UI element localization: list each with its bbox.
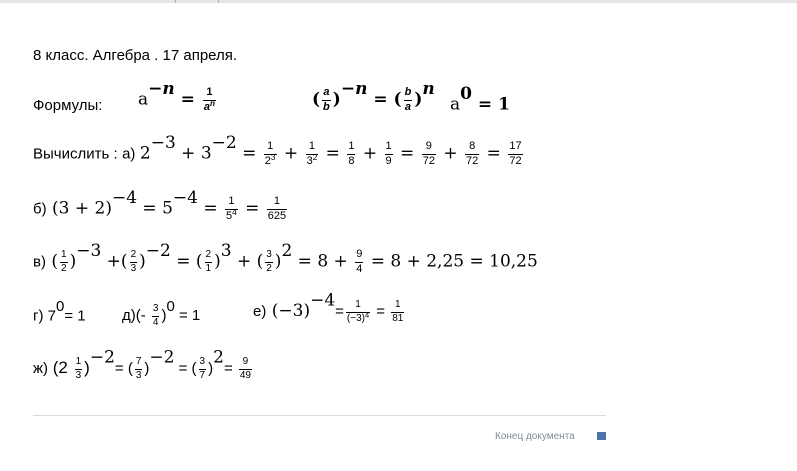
- fraction: $\frac{1}{(-3)^4}$: [346, 299, 370, 324]
- fraction: $\frac{1}{a^n}$: [203, 86, 216, 113]
- fraction: $\frac{1}{81}$: [392, 299, 404, 324]
- page-title: 8 класс. Алгебра . 17 апреля.: [33, 47, 238, 64]
- problem-zh: ж) (2 $\frac{1}{3}$ )$^{-2}$= ( $\frac{7}{3}$ )$^{-2}$ = ( $\frac{3}{7}$ )$^2$= $\frac{9}{49}$: [33, 347, 251, 381]
- fraction: $\frac{9}{49}$: [239, 356, 251, 381]
- fraction: $\frac{3}{2}$: [266, 249, 272, 274]
- top-ruler: [0, 0, 797, 3]
- fraction: $\frac{1}{625}$: [267, 195, 287, 222]
- ruler-tick: [175, 0, 176, 3]
- fraction: $\frac{7}{3}$: [135, 356, 142, 381]
- ruler-tick: [218, 0, 219, 3]
- fraction: $\frac{9}{72}$: [422, 140, 435, 167]
- problem-v: в) ( $\frac{1}{2}$ )$^{-3}$ +( $\frac{2}{3}$ )$^{-2}$ = ( $\frac{2}{1}$ )$^3$ + ( $\frac{3}{2}$ )$^2$ = 8 + $\frac{9}{4}$ = 8 + 2,25 = 10,25: [33, 240, 538, 275]
- fraction: $\frac{a}{b}$: [323, 86, 330, 113]
- formula-fraction-power: ( $\frac{a}{b}$ )$^{-n}$ = ( $\frac{b}{a}$ )$^n$: [312, 78, 435, 113]
- problem-e: е) $(-3)^{-4}=$ $\frac{1}{(-3)^4}$ = $\frac{1}{81}$: [253, 290, 404, 324]
- fraction: $\frac{3}{4}$: [152, 303, 159, 328]
- formula-zero-exponent: $a^0 = 1$: [450, 84, 510, 115]
- fraction: $\frac{2}{1}$: [205, 249, 212, 274]
- compute-label: Вычислить :: [33, 145, 118, 163]
- fraction: $\frac{1}{2^3}$: [264, 140, 276, 167]
- problem-b: б) $(3 + 2)^{-4} = 5^{-4}$ = $\frac{1}{5^4}$ = $\frac{1}{625}$: [33, 187, 287, 222]
- fraction: $\frac{1}{9}$: [385, 140, 392, 167]
- fraction: $\frac{1}{8}$: [348, 140, 355, 167]
- problem-d: д)(- $\frac{3}{4}$ )$^0$ = 1: [122, 297, 201, 328]
- fraction: $\frac{1}{2}$: [61, 249, 67, 274]
- fraction: $\frac{9}{4}$: [356, 248, 363, 275]
- fraction: $\frac{1}{3^2}$: [306, 140, 318, 167]
- fraction: $\frac{8}{72}$: [466, 140, 479, 167]
- formulas-label: Формулы:: [33, 97, 103, 114]
- page-bottom-rule: [33, 415, 606, 416]
- fraction: $\frac{3}{7}$: [199, 356, 206, 381]
- end-of-document-label: Конец документа: [495, 431, 575, 442]
- problem-g: г) $7^0= 1$: [33, 298, 86, 325]
- fraction: $\frac{b}{a}$: [404, 86, 412, 113]
- fraction: $\frac{1}{3}$: [75, 356, 82, 381]
- fraction: $\frac{2}{3}$: [130, 249, 137, 274]
- end-of-document-marker: [597, 432, 606, 440]
- fraction: $\frac{17}{72}$: [509, 140, 522, 167]
- fraction: $\frac{1}{5^4}$: [226, 195, 237, 222]
- problem-a: Вычислить : а) $2^{-3} + 3^{-2}$ = $\frac{1}{2^3}$ + $\frac{1}{3^2}$ = $\frac{1}{8}$ + $\frac{1}{9}$ = $\frac{9}{72}$ + $\frac{8}{72}$ = $\frac{17}{72}$: [33, 132, 522, 167]
- formula-negative-exponent: $a^{-n}$ = $\frac{1}{a^n}$: [138, 78, 216, 113]
